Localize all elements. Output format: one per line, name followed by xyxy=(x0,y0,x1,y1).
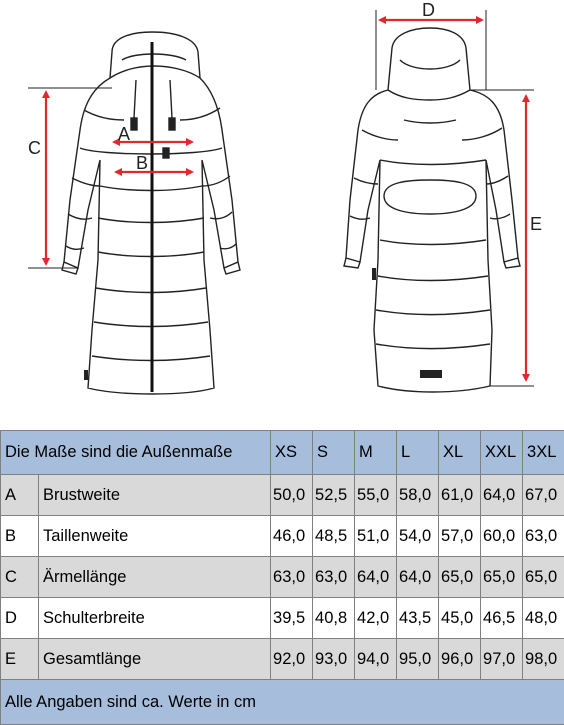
cell-value: 64,0 xyxy=(481,475,523,516)
cell-value: 61,0 xyxy=(439,475,481,516)
cell-value: 98,0 xyxy=(523,639,564,680)
cell-value: 65,0 xyxy=(523,557,564,598)
size-chart-table xyxy=(0,430,564,725)
cell-value: 46,0 xyxy=(271,516,313,557)
front-label-tag xyxy=(84,370,88,380)
size-header: XS xyxy=(271,431,313,475)
header-title: Die Maße sind die Außenmaße xyxy=(1,431,271,475)
row-code: A xyxy=(1,475,39,516)
cell-value: 60,0 xyxy=(481,516,523,557)
label-b: B xyxy=(136,153,148,173)
cell-value: 55,0 xyxy=(355,475,397,516)
table-row xyxy=(1,598,564,639)
back-side-tab xyxy=(372,268,376,280)
size-header: XL xyxy=(439,431,481,475)
cell-value: 64,0 xyxy=(355,557,397,598)
row-code: E xyxy=(1,639,39,680)
size-header: M xyxy=(355,431,397,475)
cell-value: 48,0 xyxy=(523,598,564,639)
label-c: C xyxy=(28,138,41,158)
cell-value: 46,5 xyxy=(481,598,523,639)
label-a: A xyxy=(118,124,130,144)
row-name: Schulterbreite xyxy=(39,598,271,639)
row-name: Ärmellänge xyxy=(39,557,271,598)
cell-value: 54,0 xyxy=(397,516,439,557)
cell-value: 63,0 xyxy=(523,516,564,557)
cell-value: 39,5 xyxy=(271,598,313,639)
table-row xyxy=(1,516,564,557)
cell-value: 51,0 xyxy=(355,516,397,557)
cell-value: 96,0 xyxy=(439,639,481,680)
cell-value: 42,0 xyxy=(355,598,397,639)
cell-value: 63,0 xyxy=(313,557,355,598)
cell-value: 95,0 xyxy=(397,639,439,680)
footer-note: Alle Angaben sind ca. Werte in cm xyxy=(1,680,564,725)
cell-value: 65,0 xyxy=(481,557,523,598)
cell-value: 58,0 xyxy=(397,475,439,516)
cell-value: 94,0 xyxy=(355,639,397,680)
cell-value: 97,0 xyxy=(481,639,523,680)
table-row xyxy=(1,475,564,516)
row-name: Brustweite xyxy=(39,475,271,516)
cell-value: 50,0 xyxy=(271,475,313,516)
table-header-row xyxy=(1,431,564,475)
cell-value: 52,5 xyxy=(313,475,355,516)
cell-value: 63,0 xyxy=(271,557,313,598)
cell-value: 40,8 xyxy=(313,598,355,639)
row-name: Gesamtlänge xyxy=(39,639,271,680)
size-header: S xyxy=(313,431,355,475)
cell-value: 45,0 xyxy=(439,598,481,639)
cell-value: 67,0 xyxy=(523,475,564,516)
label-d: D xyxy=(422,0,435,20)
table-row xyxy=(1,557,564,598)
row-code: B xyxy=(1,516,39,557)
cell-value: 65,0 xyxy=(439,557,481,598)
cell-value: 48,5 xyxy=(313,516,355,557)
row-code: D xyxy=(1,598,39,639)
row-code: C xyxy=(1,557,39,598)
back-label-patch xyxy=(420,370,442,378)
table-row xyxy=(1,639,564,680)
cell-value: 64,0 xyxy=(397,557,439,598)
size-header: L xyxy=(397,431,439,475)
size-header: 3XL xyxy=(523,431,564,475)
coat-back-view xyxy=(344,28,520,392)
cell-value: 43,5 xyxy=(397,598,439,639)
table-footer-row xyxy=(1,680,564,725)
row-name: Taillenweite xyxy=(39,516,271,557)
cell-value: 93,0 xyxy=(313,639,355,680)
cell-value: 92,0 xyxy=(271,639,313,680)
label-e: E xyxy=(530,214,542,234)
cell-value: 57,0 xyxy=(439,516,481,557)
size-header: XXL xyxy=(481,431,523,475)
